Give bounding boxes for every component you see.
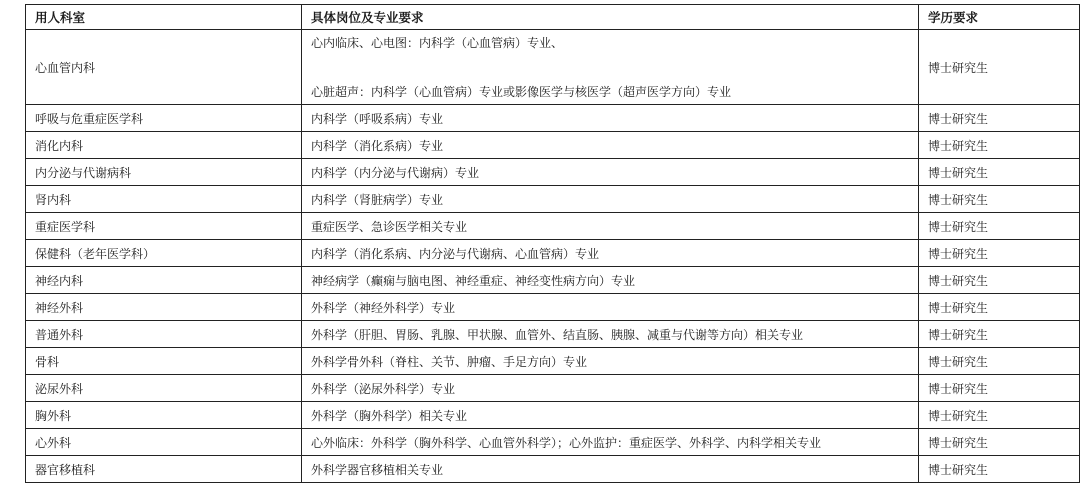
cell-department: 心外科 <box>26 429 302 456</box>
cell-position: 外科学（胸外科学）相关专业 <box>302 402 919 429</box>
table-row <box>26 456 1080 483</box>
cell-department: 器官移植科 <box>26 456 302 483</box>
cell-education: 博士研究生 <box>919 321 1080 348</box>
cell-department: 胸外科 <box>26 402 302 429</box>
table-row <box>26 294 1080 321</box>
cell-education: 博士研究生 <box>919 132 1080 159</box>
cell-position: 外科学骨外科（脊柱、关节、肿瘤、手足方向）专业 <box>302 348 919 375</box>
table-header-row <box>26 5 1080 30</box>
cell-position <box>302 30 919 105</box>
cell-position: 内科学（肾脏病学）专业 <box>302 186 919 213</box>
cell-education: 博士研究生 <box>919 429 1080 456</box>
cell-position: 外科学器官移植相关专业 <box>302 456 919 483</box>
cell-position: 外科学（肝胆、胃肠、乳腺、甲状腺、血管外、结直肠、胰腺、减重与代谢等方向）相关专业 <box>302 321 919 348</box>
cell-education: 博士研究生 <box>919 456 1080 483</box>
header-department: 用人科室 <box>26 5 302 30</box>
recruitment-table <box>25 4 1080 483</box>
position-line: 心内临床、心电图：内科学（心血管病）专业、 <box>311 36 564 50</box>
cell-position: 外科学（神经外科学）专业 <box>302 294 919 321</box>
cell-education: 博士研究生 <box>919 348 1080 375</box>
cell-education: 博士研究生 <box>919 213 1080 240</box>
cell-position: 内科学（消化系病）专业 <box>302 132 919 159</box>
cell-education: 博士研究生 <box>919 186 1080 213</box>
cell-department: 心血管内科 <box>26 30 302 105</box>
cell-position: 神经病学（癫痫与脑电图、神经重症、神经变性病方向）专业 <box>302 267 919 294</box>
table-row <box>26 402 1080 429</box>
cell-position: 重症医学、急诊医学相关专业 <box>302 213 919 240</box>
table-row <box>26 240 1080 267</box>
table-row <box>26 375 1080 402</box>
cell-department: 神经内科 <box>26 267 302 294</box>
cell-education: 博士研究生 <box>919 402 1080 429</box>
cell-department: 保健科（老年医学科） <box>26 240 302 267</box>
cell-department: 重症医学科 <box>26 213 302 240</box>
cell-department: 内分泌与代谢病科 <box>26 159 302 186</box>
cell-position: 心外临床：外科学（胸外科学、心血管外科学）；心外监护：重症医学、外科学、内科学相关专业 <box>302 429 919 456</box>
cell-department: 消化内科 <box>26 132 302 159</box>
position-line: 心脏超声：内科学（心血管病）专业或影像医学与核医学（超声医学方向）专业 <box>311 85 732 99</box>
cell-education: 博士研究生 <box>919 240 1080 267</box>
table-row <box>26 213 1080 240</box>
cell-department: 神经外科 <box>26 294 302 321</box>
table-row <box>26 159 1080 186</box>
cell-position: 外科学（泌尿外科学）专业 <box>302 375 919 402</box>
cell-department: 普通外科 <box>26 321 302 348</box>
cell-education: 博士研究生 <box>919 294 1080 321</box>
table-row <box>26 267 1080 294</box>
table-row <box>26 348 1080 375</box>
cell-department: 呼吸与危重症医学科 <box>26 105 302 132</box>
cell-position: 内科学（消化系病、内分泌与代谢病、心血管病）专业 <box>302 240 919 267</box>
cell-department: 泌尿外科 <box>26 375 302 402</box>
cell-department: 骨科 <box>26 348 302 375</box>
table-row <box>26 186 1080 213</box>
cell-department: 肾内科 <box>26 186 302 213</box>
cell-position: 内科学（内分泌与代谢病）专业 <box>302 159 919 186</box>
cell-education: 博士研究生 <box>919 159 1080 186</box>
cell-education: 博士研究生 <box>919 105 1080 132</box>
cell-position: 内科学（呼吸系病）专业 <box>302 105 919 132</box>
table-row <box>26 429 1080 456</box>
cell-education: 博士研究生 <box>919 375 1080 402</box>
cell-education: 博士研究生 <box>919 30 1080 105</box>
table-row <box>26 105 1080 132</box>
header-position: 具体岗位及专业要求 <box>302 5 919 30</box>
table-row <box>26 30 1080 105</box>
cell-education: 博士研究生 <box>919 267 1080 294</box>
table-row <box>26 132 1080 159</box>
table-row <box>26 321 1080 348</box>
header-education: 学历要求 <box>919 5 1080 30</box>
